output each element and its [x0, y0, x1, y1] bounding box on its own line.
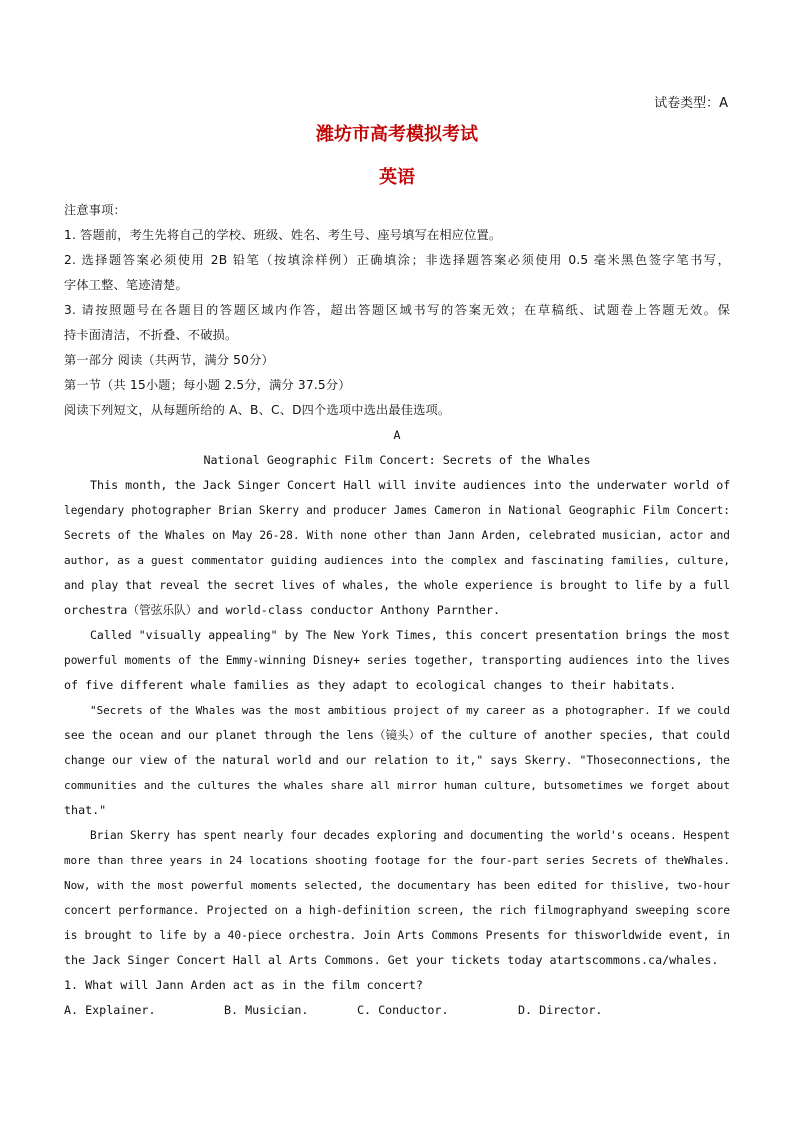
reading-instruction: 阅读下列短文，从每题所给的 A、B、C、D四个选项中选出最佳选项。: [64, 403, 451, 417]
passage-line: that.": [64, 803, 107, 817]
passage-label: A: [393, 428, 401, 442]
passage-line: Now, with the most powerful moments selected, the documentary has been edited for thislive, two-hour: [64, 879, 730, 892]
passage-line: powerful moments of the Emmy-winning Disney+ series together, transporting audiences into the lives: [64, 654, 730, 667]
passage-line: concert performance. Projected on a high-definition screen, the rich filmographyand sweeping score: [64, 904, 730, 917]
passage-line: Secrets of the Whales on May 26-28. With none other than Jann Arden, celebrated musician, actor and: [64, 529, 730, 542]
option-a: A. Explainer.: [64, 1003, 156, 1017]
passage-line: communities and the cultures the whales share all mirror human culture, butsometimes we forget about: [64, 779, 730, 792]
passage-line: Brian Skerry has spent nearly four decades exploring and documenting the world's oceans. Hespent: [90, 829, 730, 842]
paper-type-label: 试卷类型：A: [654, 96, 728, 111]
option-b: B. Musician.: [224, 1003, 309, 1017]
passage-line: see the ocean and our planet through the lens（镜头）of the culture of another species, that could: [64, 728, 730, 742]
passage-line: the Jack Singer Concert Hall al Arts Commons. Get your tickets today atartscommons.ca/whales.: [64, 953, 719, 967]
section-1-heading: 第一节（共 15小题；每小题 2.5分，满分 37.5分）: [64, 378, 351, 392]
passage-line: author, as a guest commentator guiding audiences into the complex and fascinating families, culture,: [64, 554, 730, 567]
passage-line: This month, the Jack Singer Concert Hall will invite audiences into the underwater world of: [90, 478, 731, 492]
note-item-2-line-2: 字体工整、笔迹清楚。: [64, 278, 188, 292]
note-item-1: 1. 答题前，考生先将自己的学校、班级、姓名、考生号、座号填写在相应位置。: [64, 228, 502, 242]
note-item-3-line-1: 3. 请按照题号在各题目的答题区域内作答，超出答题区域书写的答案无效；在草稿纸、试题卷上答题无效。保: [64, 303, 730, 317]
passage-line: is brought to life by a 40-piece orchestra. Join Arts Commons Presents for thisworldwide event, in: [64, 929, 730, 942]
passage-line: Called "visually appealing" by The New York Times, this concert presentation brings the most: [90, 628, 730, 642]
option-c: C. Conductor.: [357, 1003, 449, 1017]
part-1-heading: 第一部分 阅读（共两节，满分 50分）: [64, 353, 274, 367]
passage-line: and play that reveal the secret lives of whales, the whole experience is brought to life by a full: [64, 579, 730, 592]
passage-line: more than three years in 24 locations shooting footage for the four-part series Secrets of theWhales.: [64, 854, 730, 867]
passage-line: orchestra（管弦乐队）and world-class conductor Anthony Parnther.: [64, 603, 501, 617]
note-item-3-line-2: 持卡面清洁，不折叠、不破损。: [64, 328, 238, 342]
passage-line: "Secrets of the Whales was the most ambitious project of my career as a photographer. If we could: [90, 704, 730, 717]
passage-line: legendary photographer Brian Skerry and producer James Cameron in National Geographic Film Concert:: [64, 504, 730, 517]
question-1-options: [64, 998, 730, 1023]
passage-title: National Geographic Film Concert: Secrets of the Whales: [203, 453, 591, 467]
exam-content: [64, 198, 730, 1023]
question-1-stem: 1. What will Jann Arden act as in the film concert?: [64, 978, 423, 992]
subject-title: 英语: [379, 167, 415, 188]
passage-line: of five different whale families as they adapt to ecological changes to their habitats.: [64, 678, 677, 692]
exam-title: 潍坊市高考模拟考试: [316, 124, 478, 145]
notes-heading: 注意事项：: [64, 203, 126, 217]
passage-line: change our view of the natural world and our relation to it," says Skerry. "Thoseconnections, the: [64, 753, 730, 767]
note-item-2-line-1: 2. 选择题答案必须使用 2B 铅笔（按填涂样例）正确填涂；非选择题答案必须使用 0.5 毫米黑色签字笔书写，: [64, 253, 730, 267]
option-d: D. Director.: [518, 1003, 603, 1017]
